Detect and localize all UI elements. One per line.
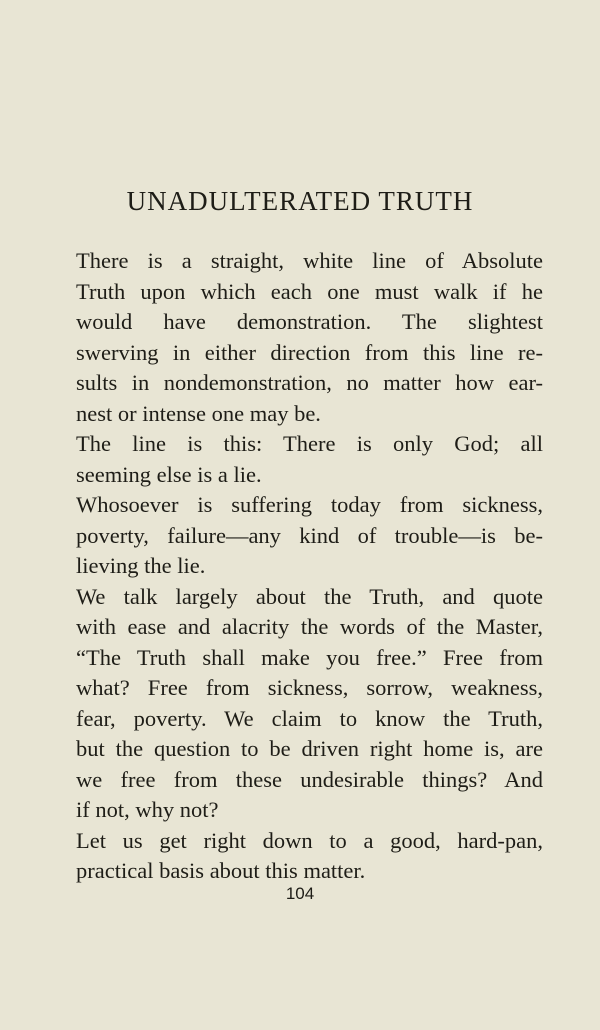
text-line: poverty, failure—any kind of trouble—is be- bbox=[76, 522, 543, 548]
body-text bbox=[76, 246, 543, 887]
text-line: seeming else is a lie. bbox=[76, 461, 262, 487]
text-line: but the question to be driven right home is, are bbox=[76, 736, 543, 761]
text-line: swerving in either direction from this line re- bbox=[76, 339, 543, 365]
text-line: if not, why not? bbox=[76, 797, 219, 822]
text-line: The line is this: There is only God; all bbox=[76, 431, 543, 456]
text-line: Whosoever is suffering today from sickness, bbox=[76, 492, 543, 517]
running-head: UNADULTERATED TRUTH bbox=[126, 186, 474, 216]
text-line: There is a straight, white line of Absolute bbox=[76, 248, 543, 273]
page-number: 104 bbox=[285, 884, 315, 903]
text-line: nest or intense one may be. bbox=[76, 400, 321, 426]
text-line: We talk largely about the Truth, and quote bbox=[76, 583, 543, 609]
text-line: what? Free from sickness, sorrow, weakness, bbox=[76, 675, 543, 700]
text-line: sults in nondemonstration, no matter how ear- bbox=[76, 370, 543, 395]
text-line: would have demonstration. The slightest bbox=[76, 309, 543, 334]
text-line: “The Truth shall make you free.” Free from bbox=[76, 644, 543, 670]
text-line: fear, poverty. We claim to know the Truth, bbox=[76, 705, 543, 731]
text-line: Truth upon which each one must walk if he bbox=[76, 278, 543, 304]
text-line: practical basis about this matter. bbox=[76, 858, 366, 883]
text-line: with ease and alacrity the words of the Master, bbox=[76, 614, 543, 639]
text-line: we free from these undesirable things? And bbox=[76, 766, 543, 792]
text-line: lieving the lie. bbox=[76, 553, 206, 578]
text-line: Let us get right down to a good, hard-pan, bbox=[76, 827, 543, 853]
